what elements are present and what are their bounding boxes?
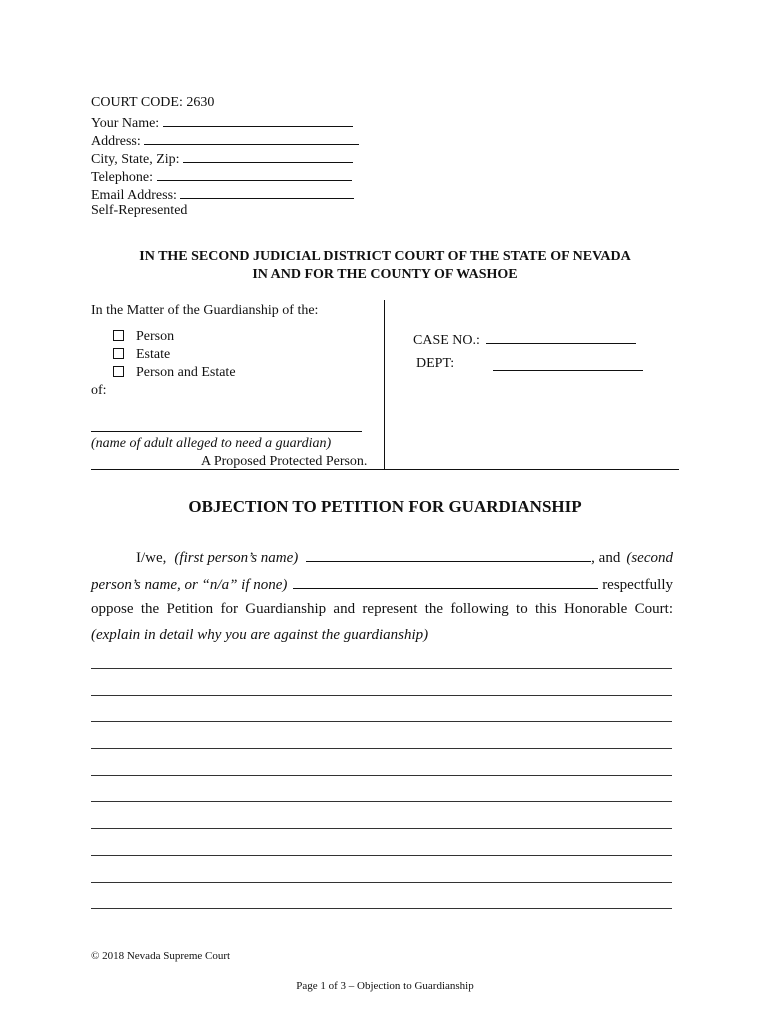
caption-divider-horizontal [91,469,679,470]
second-person-field[interactable] [293,574,598,589]
proposed-protected-person: A Proposed Protected Person. [201,454,368,469]
page-number: Page 1 of 3 – Objection to Guardianship [296,980,474,992]
explanation-line[interactable] [91,882,672,883]
explanation-line[interactable] [91,855,672,856]
court-heading-line1: IN THE SECOND JUDICIAL DISTRICT COURT OF THE STATE OF NEVADA [139,249,631,264]
explanation-line[interactable] [91,668,672,669]
and-text: , and [591,550,621,566]
copyright: © 2018 Nevada Supreme Court [91,950,231,962]
iwe-text: I/we, [136,550,167,566]
first-person-field[interactable] [306,547,591,562]
court-code: COURT CODE: 2630 [91,95,215,110]
second-person-label: person’s name, or “n/a” if none) [91,577,288,593]
address-field[interactable] [144,130,359,145]
dept-field[interactable] [493,370,643,371]
explanation-line[interactable] [91,695,672,696]
option-person-and-estate-label: Person and Estate [136,365,236,380]
your-name-label: Your Name: [91,116,160,131]
respectfully-text: respectfully [602,577,673,593]
matter-label: In the Matter of the Guardianship of the: [91,303,319,318]
your-name-field[interactable] [163,112,353,127]
option-person[interactable] [113,329,174,345]
explanation-line[interactable] [91,775,672,776]
first-person-label: (first person’s name) [174,550,299,566]
second-label-start: (second [626,550,673,566]
explanation-line[interactable] [91,748,672,749]
self-represented: Self-Represented [91,203,188,218]
case-no-field[interactable] [486,329,636,344]
address-label: Address: [91,134,141,149]
explanation-line[interactable] [91,721,672,722]
case-no-label: CASE NO.: [413,333,480,348]
dept-label: DEPT: [416,356,455,371]
case-no-row [413,329,636,349]
document-title: OBJECTION TO PETITION FOR GUARDIANSHIP [188,497,582,516]
option-estate[interactable] [113,347,170,363]
person-checkbox[interactable] [113,330,124,341]
explanation-line[interactable] [91,828,672,829]
option-person-label: Person [136,329,175,344]
of-label: of: [91,383,107,398]
person-and-estate-checkbox[interactable] [113,366,124,377]
email-field[interactable] [180,184,354,199]
explanation-line[interactable] [91,908,672,909]
adult-name-label: (name of adult alleged to need a guardian) [91,436,332,451]
body-line-4: (explain in detail why you are against the guardianship) [91,627,429,643]
city-state-zip-field[interactable] [183,148,353,163]
body-line-2 [91,574,673,594]
option-person-and-estate[interactable] [113,365,236,381]
court-heading-line2: IN AND FOR THE COUNTY OF WASHOE [252,267,518,282]
caption-divider-vertical [384,300,385,470]
body-line-1 [91,547,673,567]
telephone-label: Telephone: [91,170,153,185]
estate-checkbox[interactable] [113,348,124,359]
telephone-field[interactable] [157,166,352,181]
body-line-3: oppose the Petition for Guardianship and represent the following to this Honorable Court: [91,601,673,617]
city-state-zip-label: City, State, Zip: [91,152,180,167]
adult-name-field[interactable] [91,431,362,432]
option-estate-label: Estate [136,347,171,362]
explanation-line[interactable] [91,801,672,802]
email-label: Email Address: [91,188,177,203]
